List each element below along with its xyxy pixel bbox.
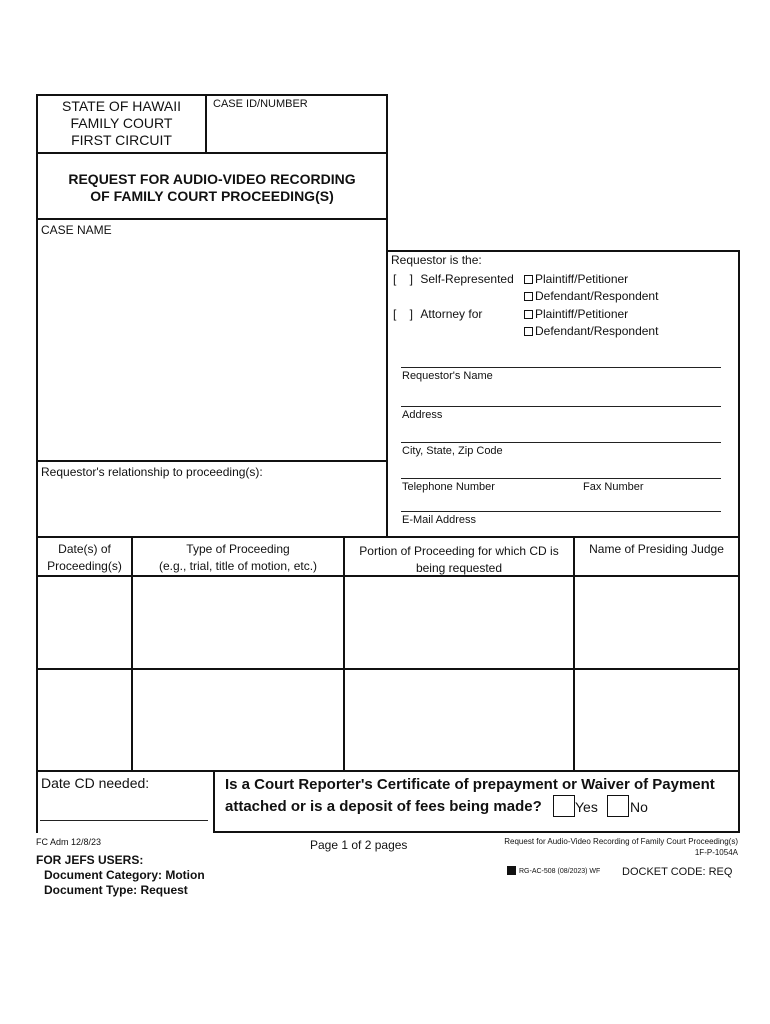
col-header-portion-line-2: being requested bbox=[415, 561, 503, 575]
col-header-type bbox=[133, 541, 343, 575]
form-title-line-1: REQUEST FOR AUDIO-VIDEO RECORDING bbox=[68, 171, 356, 187]
date-section-left-border bbox=[36, 770, 38, 833]
requestor-heading: Requestor is the: bbox=[391, 253, 482, 267]
col-header-dates bbox=[38, 541, 131, 575]
self-defendant-label: Defendant/Respondent bbox=[535, 289, 659, 303]
document-type: Document Type: Request bbox=[44, 883, 188, 897]
city-label: City, State, Zip Code bbox=[402, 445, 503, 457]
attorney-defendant-label: Defendant/Respondent bbox=[535, 324, 659, 338]
main-right-border bbox=[738, 250, 740, 538]
date-section-right-border bbox=[738, 770, 740, 833]
relationship-label: Requestor's relationship to proceeding(s): bbox=[41, 465, 263, 479]
col-header-dates-line-2: Proceeding(s) bbox=[47, 559, 122, 573]
table-row bbox=[38, 577, 738, 668]
col-header-portion bbox=[345, 543, 573, 577]
cell-dates-1[interactable] bbox=[38, 577, 131, 668]
col-header-judge bbox=[575, 541, 738, 558]
case-id-label: CASE ID/NUMBER bbox=[213, 98, 308, 110]
col-header-portion-line-1: Portion of Proceeding for which CD is bbox=[359, 544, 559, 558]
cell-type-1[interactable] bbox=[133, 577, 343, 668]
case-name-field[interactable] bbox=[40, 240, 382, 456]
relationship-field[interactable] bbox=[40, 482, 382, 534]
cell-dates-2[interactable] bbox=[38, 670, 131, 770]
page-count: Page 1 of 2 pages bbox=[310, 838, 408, 852]
cell-judge-2[interactable] bbox=[575, 670, 738, 770]
requestor-name-line[interactable] bbox=[401, 367, 721, 368]
court-line-state: STATE OF HAWAII bbox=[62, 98, 181, 114]
col-header-type-line-2: (e.g., trial, title of motion, etc.) bbox=[158, 559, 318, 573]
requestor-name-label: Requestor's Name bbox=[402, 370, 493, 382]
form-name-footer: Request for Audio-Video Recording of Family Court Proceeding(s) bbox=[504, 837, 738, 846]
date-section-divider bbox=[213, 770, 215, 833]
cell-judge-1[interactable] bbox=[575, 577, 738, 668]
case-name-label: CASE NAME bbox=[41, 223, 112, 237]
col-header-judge-line-2: Name of Presiding Judge bbox=[589, 542, 724, 556]
document-category: Document Category: Motion bbox=[44, 868, 205, 882]
city-line[interactable] bbox=[401, 442, 721, 443]
attorney-plaintiff-checkbox[interactable] bbox=[524, 310, 533, 319]
telephone-label: Telephone Number bbox=[402, 481, 495, 493]
court-line-circuit: FIRST CIRCUIT bbox=[71, 132, 172, 148]
self-plaintiff-option[interactable] bbox=[524, 272, 628, 286]
form-number: 1F-P-1054A bbox=[694, 848, 738, 857]
certificate-question-2: attached or is a deposit of fees being made? bbox=[225, 798, 542, 815]
form-title bbox=[38, 171, 386, 205]
table-row bbox=[38, 670, 738, 770]
main-left-border bbox=[36, 218, 38, 538]
telephone-line[interactable] bbox=[401, 478, 721, 479]
col-header-type-line-1: Type of Proceeding bbox=[186, 542, 290, 556]
attorney-for-bracket: [ ] bbox=[393, 307, 414, 321]
court-line-family: FAMILY COURT bbox=[70, 115, 173, 131]
qr-icon bbox=[507, 866, 516, 875]
self-plaintiff-checkbox[interactable] bbox=[524, 275, 533, 284]
attorney-defendant-checkbox[interactable] bbox=[524, 327, 533, 336]
attorney-defendant-option[interactable] bbox=[524, 324, 658, 338]
date-needed-line[interactable] bbox=[40, 820, 208, 821]
case-id-field[interactable] bbox=[208, 112, 384, 150]
attorney-for-checkbox[interactable] bbox=[393, 307, 482, 321]
rg-code bbox=[507, 866, 600, 875]
self-represented-checkbox[interactable] bbox=[393, 272, 514, 286]
fax-label: Fax Number bbox=[583, 481, 644, 493]
attorney-for-label: Attorney for bbox=[420, 307, 483, 321]
address-label: Address bbox=[402, 409, 443, 421]
jefs-heading: FOR JEFS USERS: bbox=[36, 853, 144, 867]
self-represented-bracket: [ ] bbox=[393, 272, 414, 286]
form-title-line-2: OF FAMILY COURT PROCEEDING(S) bbox=[90, 188, 334, 204]
relationship-top-border bbox=[36, 460, 388, 462]
certificate-question-1: Is a Court Reporter's Certificate of prepayment or Waiver of Payment bbox=[225, 776, 715, 793]
no-checkbox[interactable] bbox=[607, 795, 629, 817]
address-line[interactable] bbox=[401, 406, 721, 407]
email-label: E-Mail Address bbox=[402, 514, 476, 526]
self-defendant-checkbox[interactable] bbox=[524, 292, 533, 301]
cell-type-2[interactable] bbox=[133, 670, 343, 770]
yes-label: Yes bbox=[575, 799, 598, 815]
col-header-dates-line-1: Date(s) of bbox=[58, 542, 111, 556]
fc-adm-date: FC Adm 12/8/23 bbox=[36, 837, 102, 847]
requestor-top-border bbox=[386, 250, 740, 252]
no-label: No bbox=[630, 799, 648, 815]
header-divider bbox=[205, 94, 207, 154]
yes-checkbox[interactable] bbox=[553, 795, 575, 817]
self-represented-label: Self-Represented bbox=[420, 272, 514, 286]
self-plaintiff-label: Plaintiff/Petitioner bbox=[535, 272, 629, 286]
docket-code: DOCKET CODE: REQ bbox=[622, 866, 733, 878]
date-section-bottom-border bbox=[213, 831, 740, 833]
email-line[interactable] bbox=[401, 511, 721, 512]
court-name bbox=[38, 98, 205, 149]
rg-code-text: RG-AC-508 (08/2023) WF bbox=[519, 868, 601, 875]
attorney-plaintiff-label: Plaintiff/Petitioner bbox=[535, 307, 629, 321]
attorney-plaintiff-option[interactable] bbox=[524, 307, 628, 321]
main-center-border bbox=[386, 218, 388, 538]
self-defendant-option[interactable] bbox=[524, 289, 658, 303]
date-needed-label: Date CD needed: bbox=[41, 775, 150, 791]
cell-portion-2[interactable] bbox=[345, 670, 573, 770]
cell-portion-1[interactable] bbox=[345, 577, 573, 668]
